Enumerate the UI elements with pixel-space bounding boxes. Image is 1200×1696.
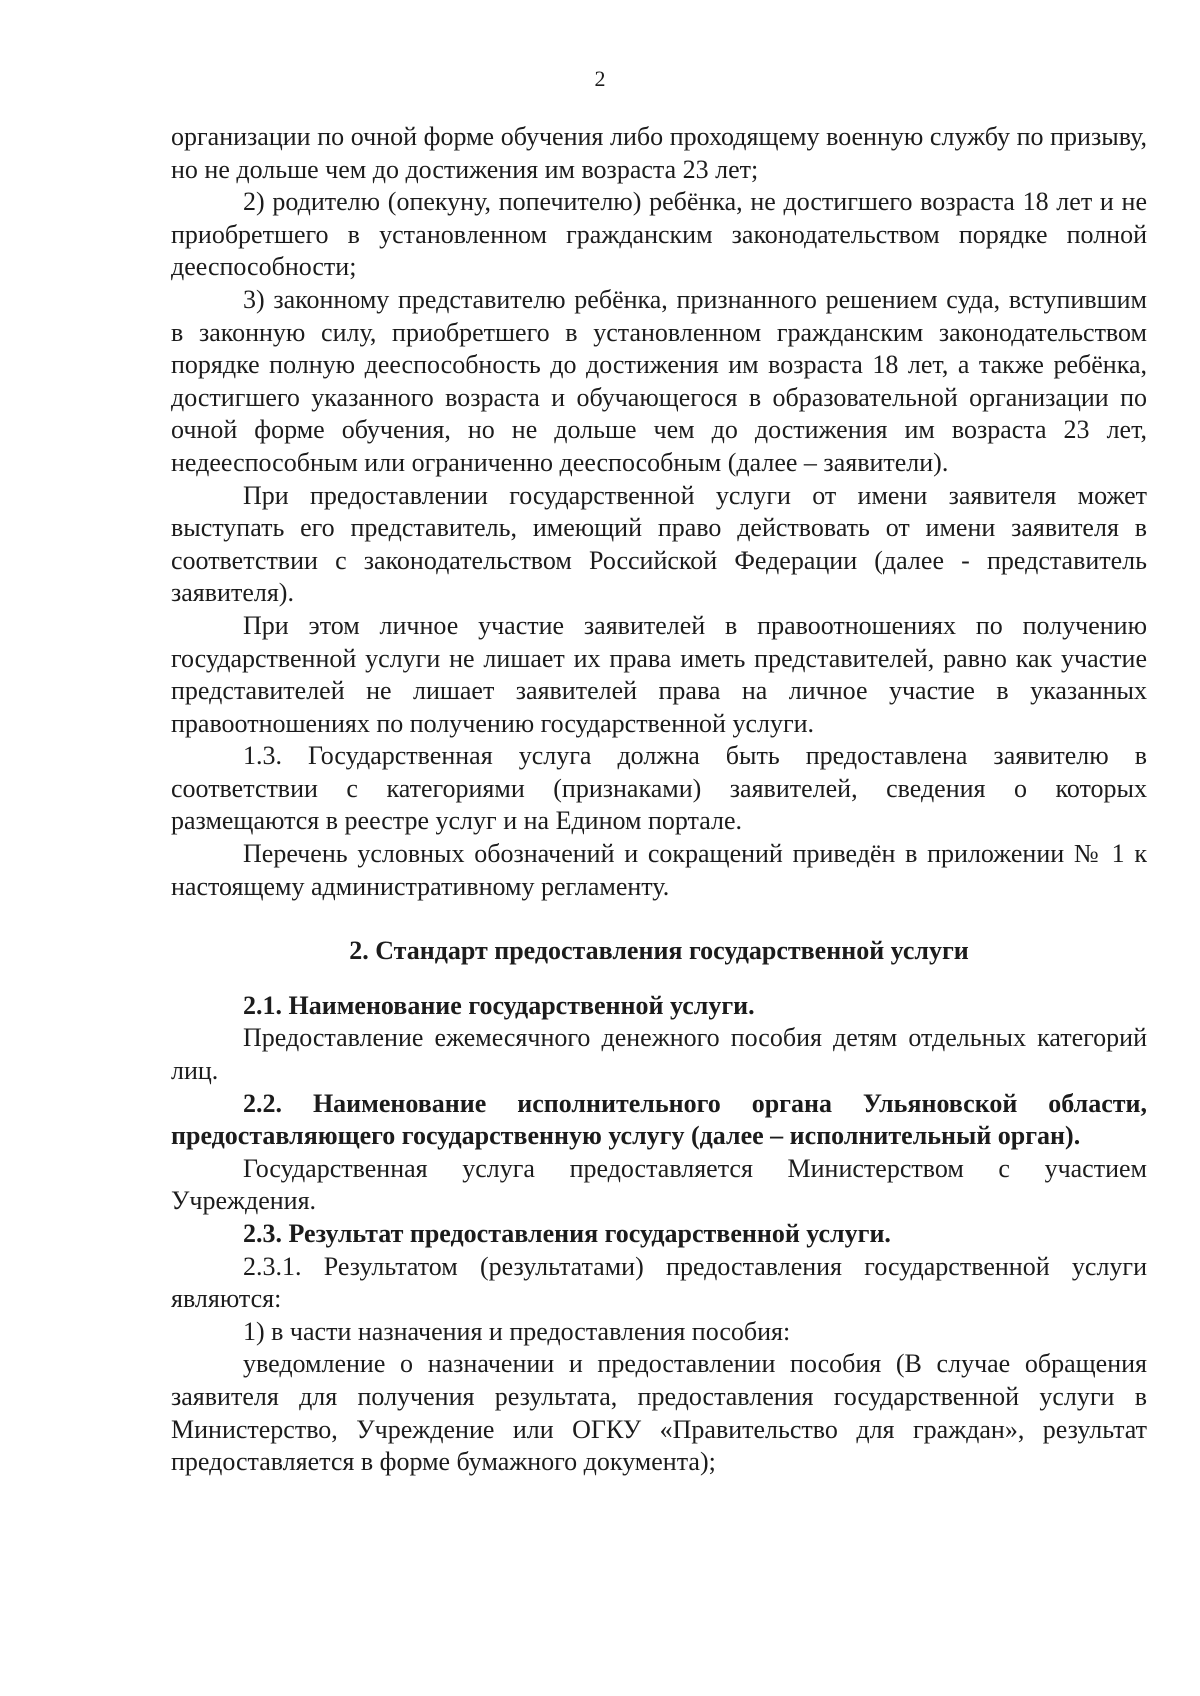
- spacer: [171, 903, 1147, 935]
- section-2-3-1-text: 2.3.1. Результатом (результатами) предоставления государственной услуги являются:: [171, 1251, 1147, 1314]
- paragraph-personal-participation: При этом личное участие заявителей в правоотношениях по получению государственной услуги не лишает их права иметь представителей, равно как участие представителей не лишает заявителей права на личное участие в указанных правоотношениях по получению государственной услуги.: [171, 610, 1147, 738]
- section-2-title: 2. Стандарт предоставления государственной услуги: [349, 936, 969, 966]
- paragraph-item-2: 2) родителю (опекуну, попечителю) ребёнка, не достигшего возраста 18 лет и не приобретшего в установленном гражданским законодательством порядке полной дееспособности;: [171, 187, 1147, 282]
- paragraph-item-3: 3) законному представителю ребёнка, признанного решением суда, вступившим в законную силу, приобретшего в установленном гражданским законодательством порядке полную дееспособность до достижения им возраста 18 лет, а также ребёнка, достигшего указанного возраста и обучающегося в образовательной организации по очной форме обучения, но не дольше чем до достижения им возраста 23 лет, недееспособным или ограниченно дееспособным (далее – заявители).: [171, 284, 1147, 477]
- section-2-2-text: Государственная услуга предоставляется Министерством с участием Учреждения.: [171, 1153, 1147, 1216]
- document-body: [171, 121, 1147, 1479]
- section-2-3-1-item-1-text: уведомление о назначении и предоставлении пособия (В случае обращения заявителя для получения результата, предоставления государственной услуги в Министерство, Учреждение или ОГКУ «Правительство для граждан», результат предоставляется в форме бумажного документа);: [171, 1349, 1147, 1477]
- section-2-1-text: Предоставление ежемесячного денежного пособия детям отдельных категорий лиц.: [171, 1023, 1147, 1086]
- paragraph-continuation: организации по очной форме обучения либо проходящему военную службу по призыву, но не дольше чем до достижения им возраста 23 лет;: [171, 122, 1147, 184]
- section-2-1-heading: 2.1. Наименование государственной услуги.: [243, 990, 755, 1020]
- section-2-2-heading: 2.2. Наименование исполнительного органа Ульяновской области, предоставляющего государственную услугу (далее – исполнительный орган).: [171, 1088, 1147, 1151]
- paragraph-abbreviations: Перечень условных обозначений и сокращений приведён в приложении № 1 к настоящему административному регламенту.: [171, 839, 1147, 901]
- spacer: [171, 968, 1147, 990]
- paragraph-representative: При предоставлении государственной услуги от имени заявителя может выступать его представитель, имеющий право действовать от имени заявителя в соответствии с законодательством Российской Федерации (далее - представитель заявителя).: [171, 480, 1147, 608]
- page-number: 2: [594, 66, 606, 91]
- paragraph-1-3: 1.3. Государственная услуга должна быть предоставлена заявителю в соответствии с категориями (признаками) заявителей, сведения о которых размещаются в реестре услуг и на Едином портале.: [171, 741, 1147, 836]
- section-2-3-1-item-1: 1) в части назначения и предоставления пособия:: [243, 1316, 791, 1346]
- section-2-3-heading: 2.3. Результат предоставления государственной услуги.: [243, 1219, 891, 1248]
